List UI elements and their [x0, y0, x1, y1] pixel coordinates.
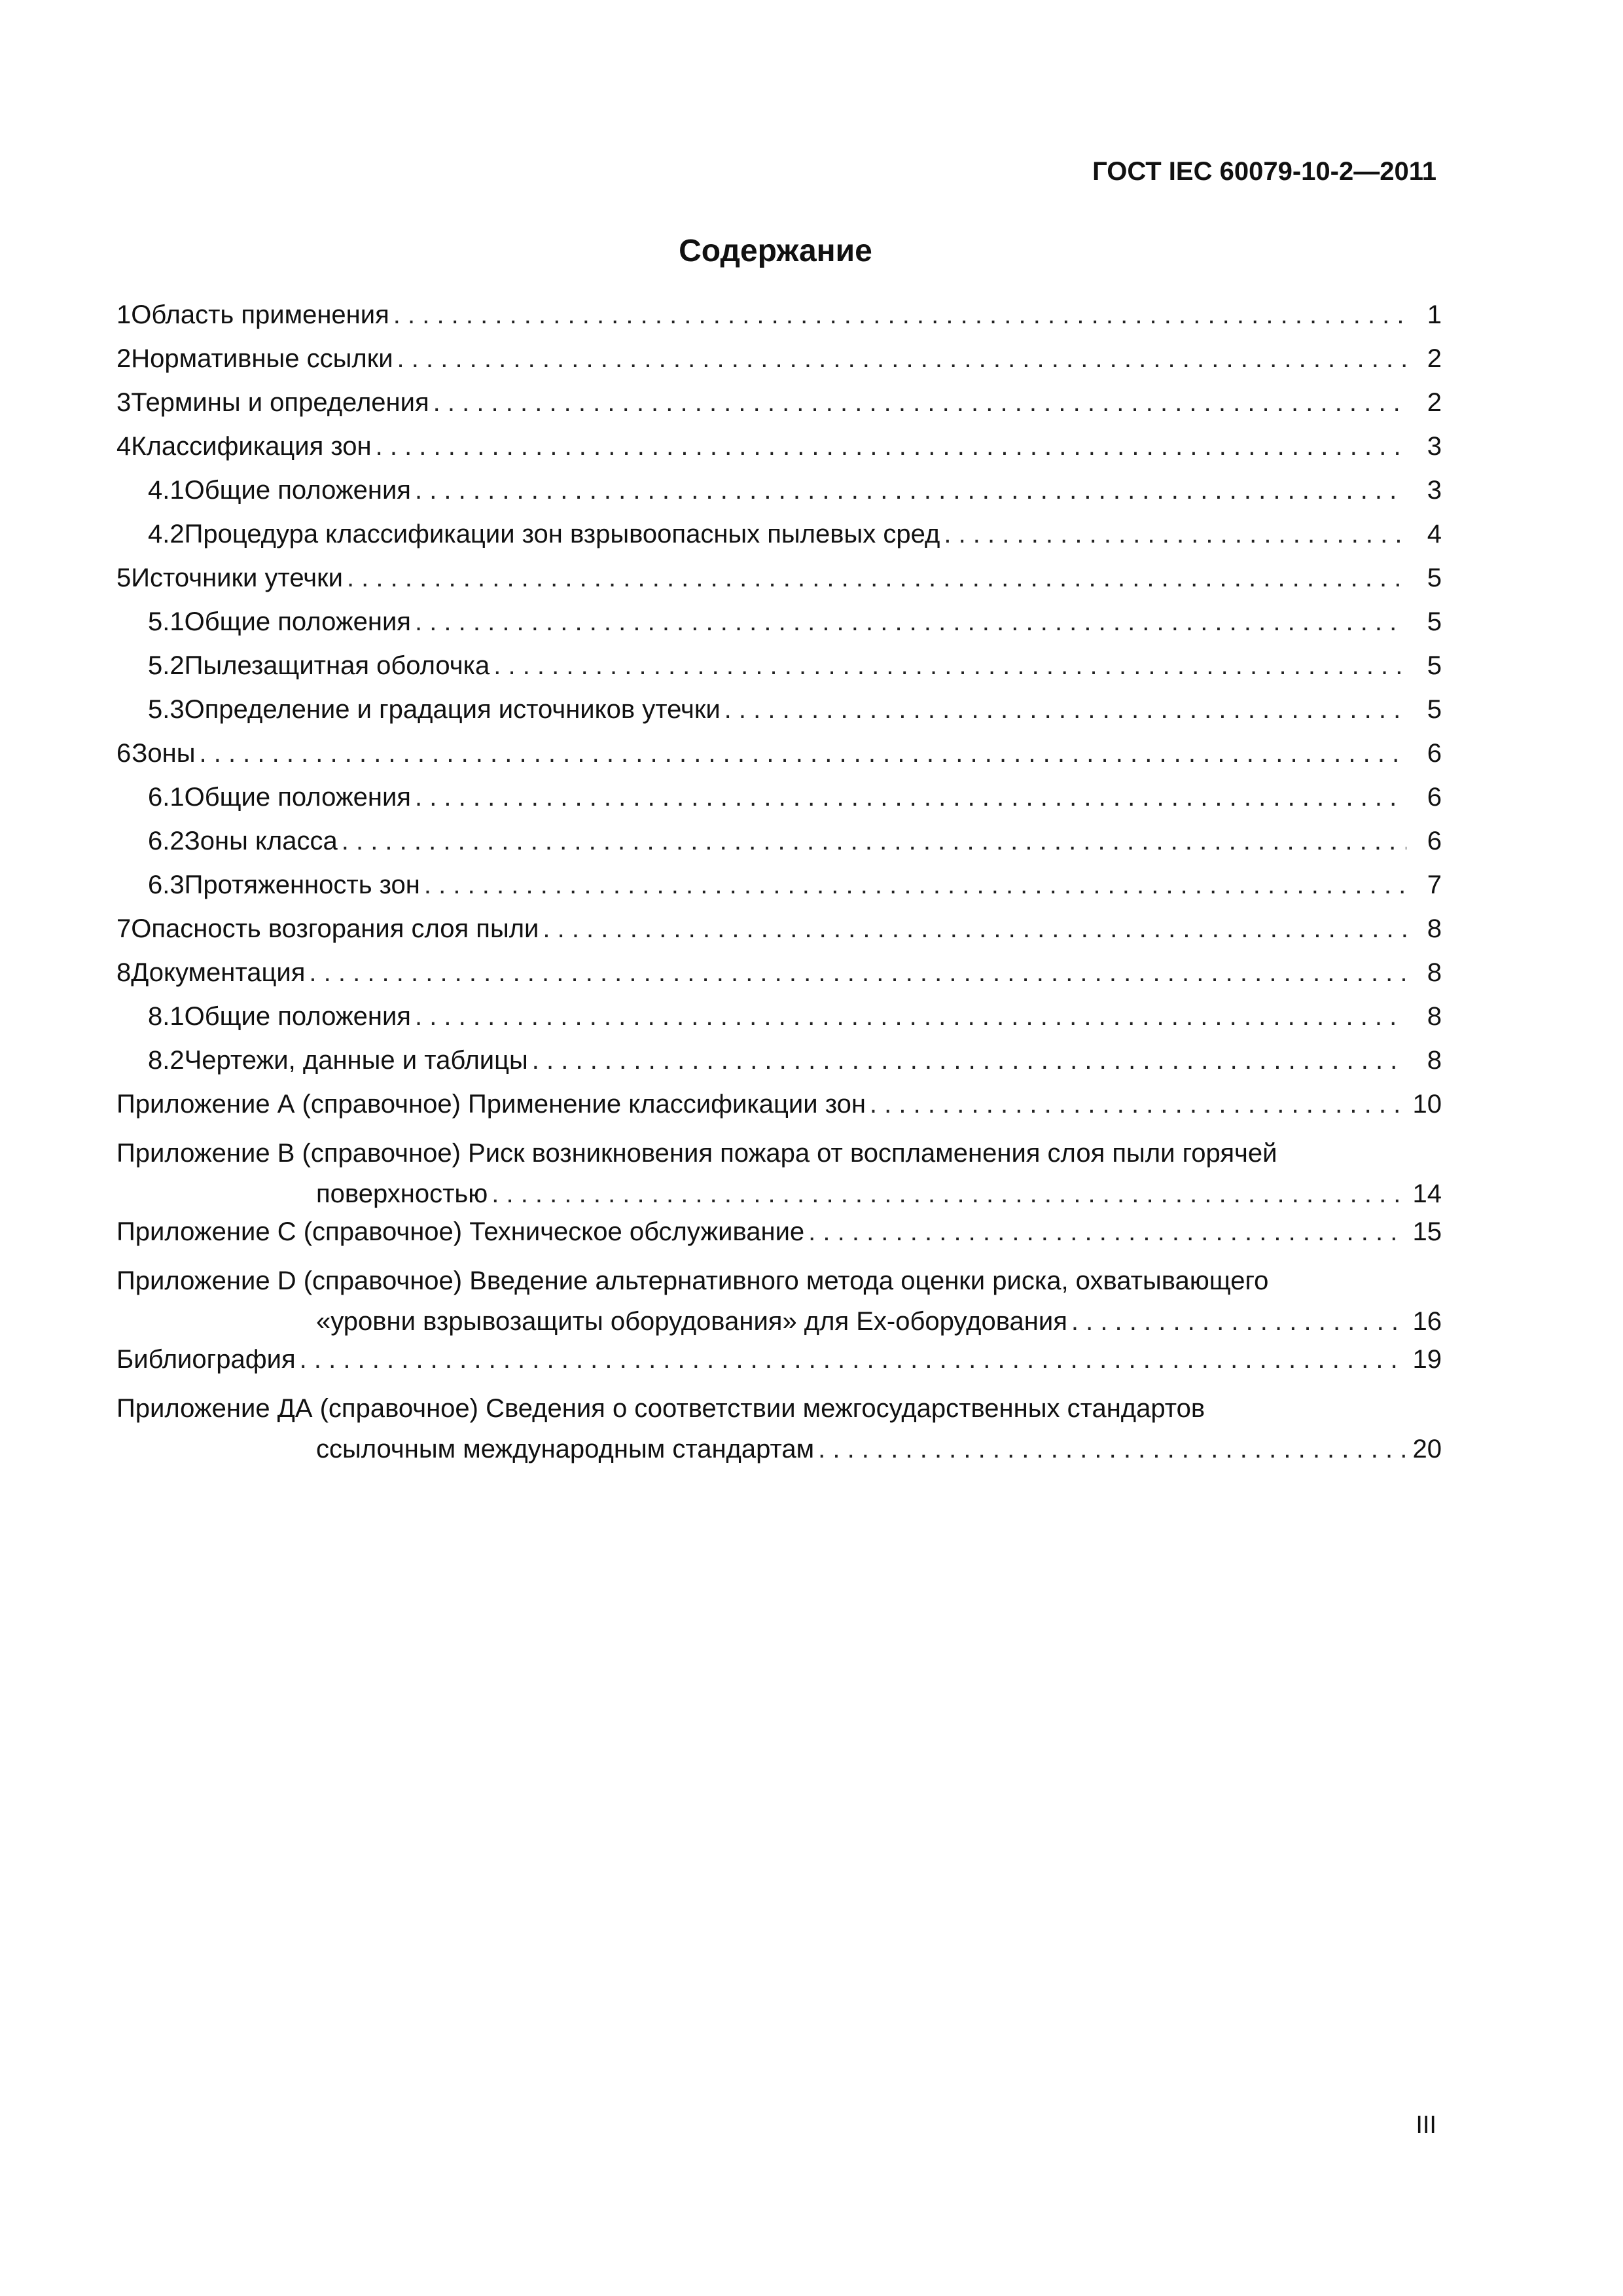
toc-number: 6.3: [148, 870, 185, 899]
toc-title-continuation: ссылочным международным стандартам: [316, 1435, 815, 1463]
toc-title: Зоны: [132, 739, 196, 768]
toc-page: 6: [1427, 739, 1442, 768]
toc-entry[interactable]: [116, 519, 1442, 549]
toc-page: 8: [1427, 914, 1442, 943]
toc-page: 5: [1427, 564, 1442, 592]
dot-leader: [415, 475, 1406, 505]
toc-number: 7: [116, 914, 132, 943]
toc-page: 5: [1427, 695, 1442, 724]
dot-leader: [870, 1089, 1406, 1119]
toc-page: 5: [1427, 607, 1442, 636]
toc-entry[interactable]: [116, 475, 1442, 505]
toc-number: 6: [116, 739, 132, 768]
toc-title: Приложение В (справочное) Риск возникновения пожара от воспламенения слоя пыли горячей: [116, 1139, 1277, 1168]
toc-number: 5.1: [148, 607, 185, 636]
dot-leader: [493, 651, 1406, 681]
toc-number: 5.3: [148, 695, 185, 724]
dot-leader: [300, 1344, 1406, 1374]
toc-entry[interactable]: [116, 1001, 1442, 1031]
toc-title: Общие положения: [184, 783, 411, 812]
page-number: III: [1416, 2111, 1436, 2139]
dot-leader: [415, 782, 1406, 812]
toc-entry-bibliography[interactable]: [116, 1344, 1442, 1374]
toc-title: Опасность возгорания слоя пыли: [131, 914, 539, 943]
toc-title: Зоны класса: [184, 827, 338, 855]
dot-leader: [415, 607, 1406, 637]
toc-title: Нормативные ссылки: [131, 344, 393, 373]
toc-number: 2: [116, 344, 132, 373]
dot-leader: [309, 958, 1406, 988]
toc-number: 8.1: [148, 1002, 185, 1031]
dot-leader: [393, 300, 1406, 330]
toc-entry[interactable]: [116, 1045, 1442, 1075]
table-of-contents: [116, 300, 1442, 1472]
toc-page: 8: [1427, 1046, 1442, 1075]
dot-leader: [415, 1001, 1406, 1031]
dot-leader: [397, 344, 1406, 374]
toc-number: 4.2: [148, 520, 185, 548]
toc-number: 8: [116, 958, 132, 987]
toc-title: Классификация зон: [131, 432, 372, 461]
toc-page: 10: [1412, 1090, 1442, 1119]
toc-entry-annex[interactable]: [116, 1261, 1442, 1342]
toc-page: 14: [1412, 1179, 1442, 1208]
toc-entry[interactable]: [116, 300, 1442, 330]
toc-entry-annex[interactable]: [116, 1388, 1442, 1469]
toc-entry[interactable]: [116, 344, 1442, 374]
toc-page: 20: [1412, 1435, 1442, 1463]
toc-entry[interactable]: [116, 958, 1442, 988]
toc-title: Источники утечки: [131, 564, 343, 592]
toc-title: Приложение А (справочное) Применение классификации зон: [116, 1090, 866, 1119]
toc-entry-annex[interactable]: [116, 1089, 1442, 1119]
toc-title: Определение и градация источников утечки: [184, 695, 721, 724]
dot-leader: [818, 1429, 1406, 1469]
toc-title: Процедура классификации зон взрывоопасных пылевых сред: [184, 520, 940, 548]
toc-entry-annex[interactable]: [116, 1133, 1442, 1214]
dot-leader: [199, 738, 1406, 768]
toc-page: 6: [1427, 827, 1442, 855]
toc-title: Чертежи, данные и таблицы: [184, 1046, 528, 1075]
dot-leader: [944, 519, 1406, 549]
toc-entry[interactable]: [116, 826, 1442, 856]
toc-entry[interactable]: [116, 387, 1442, 418]
toc-entry[interactable]: [116, 782, 1442, 812]
dot-leader: [347, 563, 1406, 593]
toc-entry[interactable]: [116, 870, 1442, 900]
toc-page: 4: [1427, 520, 1442, 548]
toc-title: Протяженность зон: [184, 870, 420, 899]
toc-page: 5: [1427, 651, 1442, 680]
dot-leader: [433, 387, 1406, 418]
toc-entry[interactable]: [116, 914, 1442, 944]
toc-title-continuation: «уровни взрывозащиты оборудования» для Ex-оборудования: [316, 1307, 1067, 1336]
toc-page: 8: [1427, 958, 1442, 987]
toc-number: 5.2: [148, 651, 185, 680]
toc-page: 1: [1427, 300, 1442, 329]
toc-number: 3: [116, 388, 132, 417]
toc-entry[interactable]: [116, 694, 1442, 725]
toc-title: Приложение D (справочное) Введение альтернативного метода оценки риска, охватывающего: [116, 1266, 1269, 1295]
toc-page: 16: [1412, 1307, 1442, 1336]
document-code: ГОСТ IEC 60079-10-2—2011: [1092, 157, 1436, 186]
toc-title: Общие положения: [184, 476, 411, 505]
toc-entry-annex[interactable]: [116, 1217, 1442, 1247]
toc-title: Документация: [131, 958, 306, 987]
toc-entry[interactable]: [116, 563, 1442, 593]
dot-leader: [376, 431, 1406, 461]
dot-leader: [724, 694, 1406, 725]
toc-title: Область применения: [131, 300, 389, 329]
toc-number: 4: [116, 432, 132, 461]
dot-leader: [491, 1174, 1406, 1214]
toc-page: 15: [1412, 1217, 1442, 1246]
toc-number: 8.2: [148, 1046, 185, 1075]
toc-title: Библиография: [116, 1345, 296, 1374]
toc-page: 2: [1427, 344, 1442, 373]
toc-title: Общие положения: [184, 607, 411, 636]
toc-entry[interactable]: [116, 431, 1442, 461]
toc-entry[interactable]: [116, 738, 1442, 768]
dot-leader: [342, 826, 1406, 856]
toc-title: Приложение ДА (справочное) Сведения о соответствии межгосударственных стандартов: [116, 1394, 1205, 1423]
toc-page: 3: [1427, 476, 1442, 505]
dot-leader: [1071, 1301, 1406, 1342]
toc-page: 3: [1427, 432, 1442, 461]
toc-title: Термины и определения: [131, 388, 429, 417]
toc-entry[interactable]: [116, 651, 1442, 681]
toc-page: 19: [1412, 1345, 1442, 1374]
toc-number: 4.1: [148, 476, 185, 505]
toc-title: Общие положения: [184, 1002, 411, 1031]
page-title: Содержание: [679, 234, 872, 268]
toc-number: 6.1: [148, 783, 185, 812]
dot-leader: [532, 1045, 1406, 1075]
toc-page: 7: [1427, 870, 1442, 899]
toc-entry[interactable]: [116, 607, 1442, 637]
dot-leader: [808, 1217, 1406, 1247]
dot-leader: [543, 914, 1406, 944]
toc-title-continuation: поверхностью: [316, 1179, 488, 1208]
toc-number: 1: [116, 300, 132, 329]
toc-number: 5: [116, 564, 132, 592]
toc-title: Пылезащитная оболочка: [184, 651, 490, 680]
toc-number: 6.2: [148, 827, 185, 855]
toc-page: 2: [1427, 388, 1442, 417]
toc-page: 8: [1427, 1002, 1442, 1031]
toc-title: Приложение С (справочное) Техническое обслуживание: [116, 1217, 805, 1246]
dot-leader: [424, 870, 1406, 900]
toc-page: 6: [1427, 783, 1442, 812]
